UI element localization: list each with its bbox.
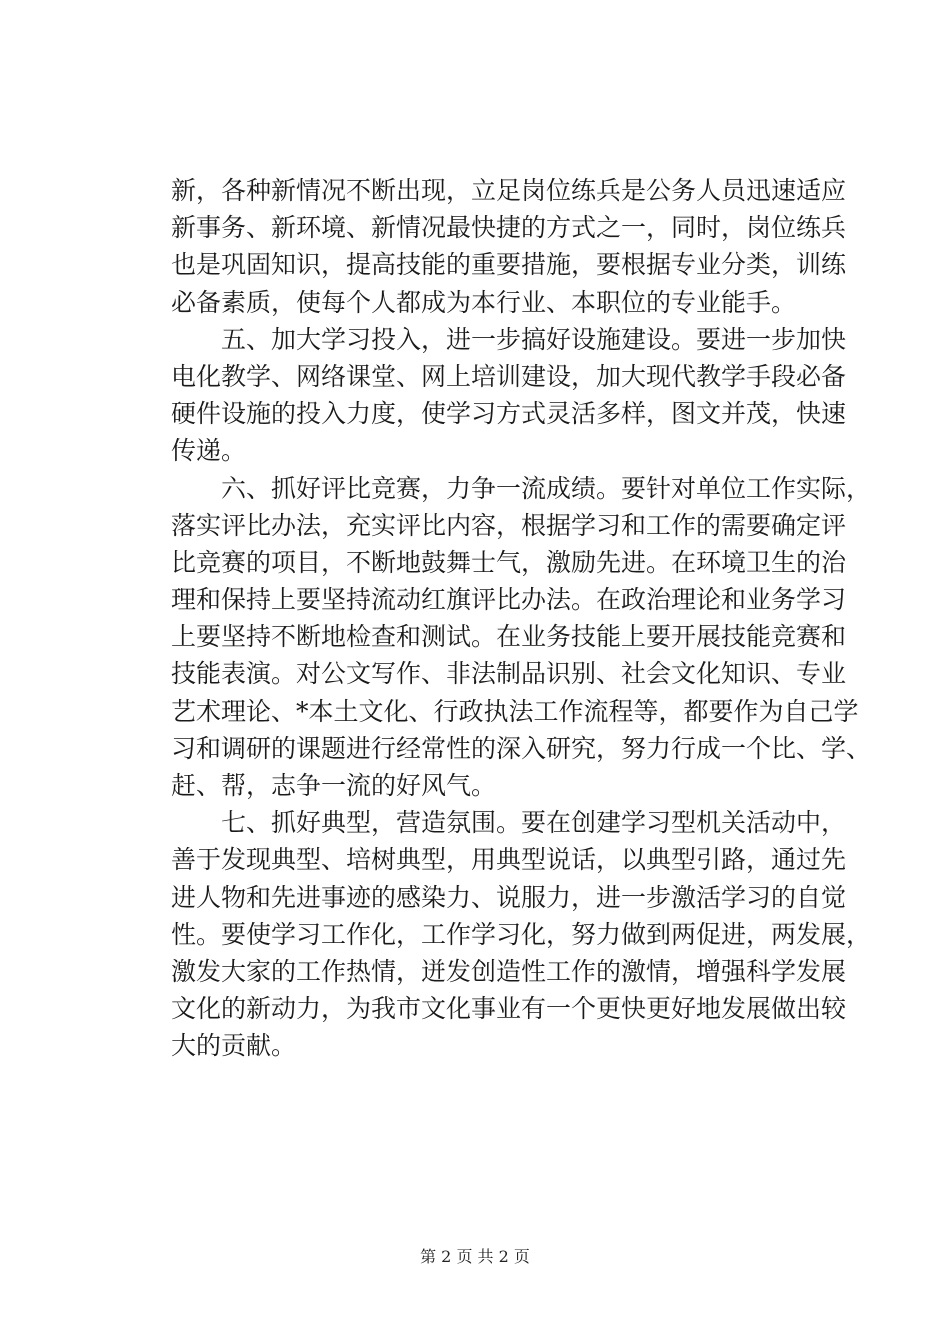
text-line: 性。要使学习工作化，工作学习化，努力做到两促进，两发展， — [171, 919, 872, 949]
text-line: 激发大家的工作热情，迸发创造性工作的激情，增强科学发展 — [171, 956, 847, 986]
document-body — [171, 172, 872, 1065]
text-line: 进人物和先进事迹的感染力、说服力，进一步激活学习的自觉 — [171, 882, 847, 912]
text-line: 六、抓好评比竞赛，力争一流成绩。要针对单位工作实际， — [221, 473, 872, 503]
text-line: 必备素质，使每个人都成为本行业、本职位的专业能手。 — [171, 287, 797, 317]
text-line: 艺术理论、*本土文化、行政执法工作流程等，都要作为自己学 — [171, 696, 859, 726]
text-line: 也是巩固知识，提高技能的重要措施，要根据专业分类，训练 — [171, 250, 847, 280]
text-line: 落实评比办法，充实评比内容，根据学习和工作的需要确定评 — [171, 510, 847, 540]
text-line: 习和调研的课题进行经常性的深入研究，努力行成一个比、学、 — [171, 733, 872, 763]
text-line: 传递。 — [171, 436, 247, 466]
text-line: 上要坚持不断地检查和测试。在业务技能上要开展技能竞赛和 — [171, 622, 847, 652]
text-line: 新，各种新情况不断出现，立足岗位练兵是公务人员迅速适应 — [171, 176, 847, 205]
text-line: 七、抓好典型，营造氛围。要在创建学习型机关活动中， — [221, 808, 847, 838]
text-line: 五、加大学习投入，进一步搞好设施建设。要进一步加快 — [221, 324, 847, 354]
text-line: 技能表演。对公文写作、非法制品识别、社会文化知识、专业 — [171, 659, 847, 689]
text-line: 理和保持上要坚持流动红旗评比办法。在政治理论和业务学习 — [171, 585, 847, 615]
text-line: 善于发现典型、培树典型，用典型说话，以典型引路，通过先 — [171, 845, 847, 875]
text-line: 文化的新动力，为我市文化事业有一个更快更好地发展做出较 — [171, 994, 847, 1024]
text-line: 赶、帮，志争一流的好风气。 — [171, 771, 497, 800]
page-footer: 第 2 页 共 2 页 — [420, 1247, 530, 1266]
text-line: 新事务、新环境、新情况最快捷的方式之一，同时，岗位练兵 — [171, 213, 847, 243]
text-line: 比竞赛的项目，不断地鼓舞士气，激励先进。在环境卫生的治 — [171, 547, 847, 577]
text-line: 电化教学、网络课堂、网上培训建设，加大现代教学手段必备 — [171, 361, 847, 391]
text-line: 大的贡献。 — [171, 1031, 297, 1061]
text-line: 硬件设施的投入力度，使学习方式灵活多样，图文并茂，快速 — [171, 399, 847, 429]
